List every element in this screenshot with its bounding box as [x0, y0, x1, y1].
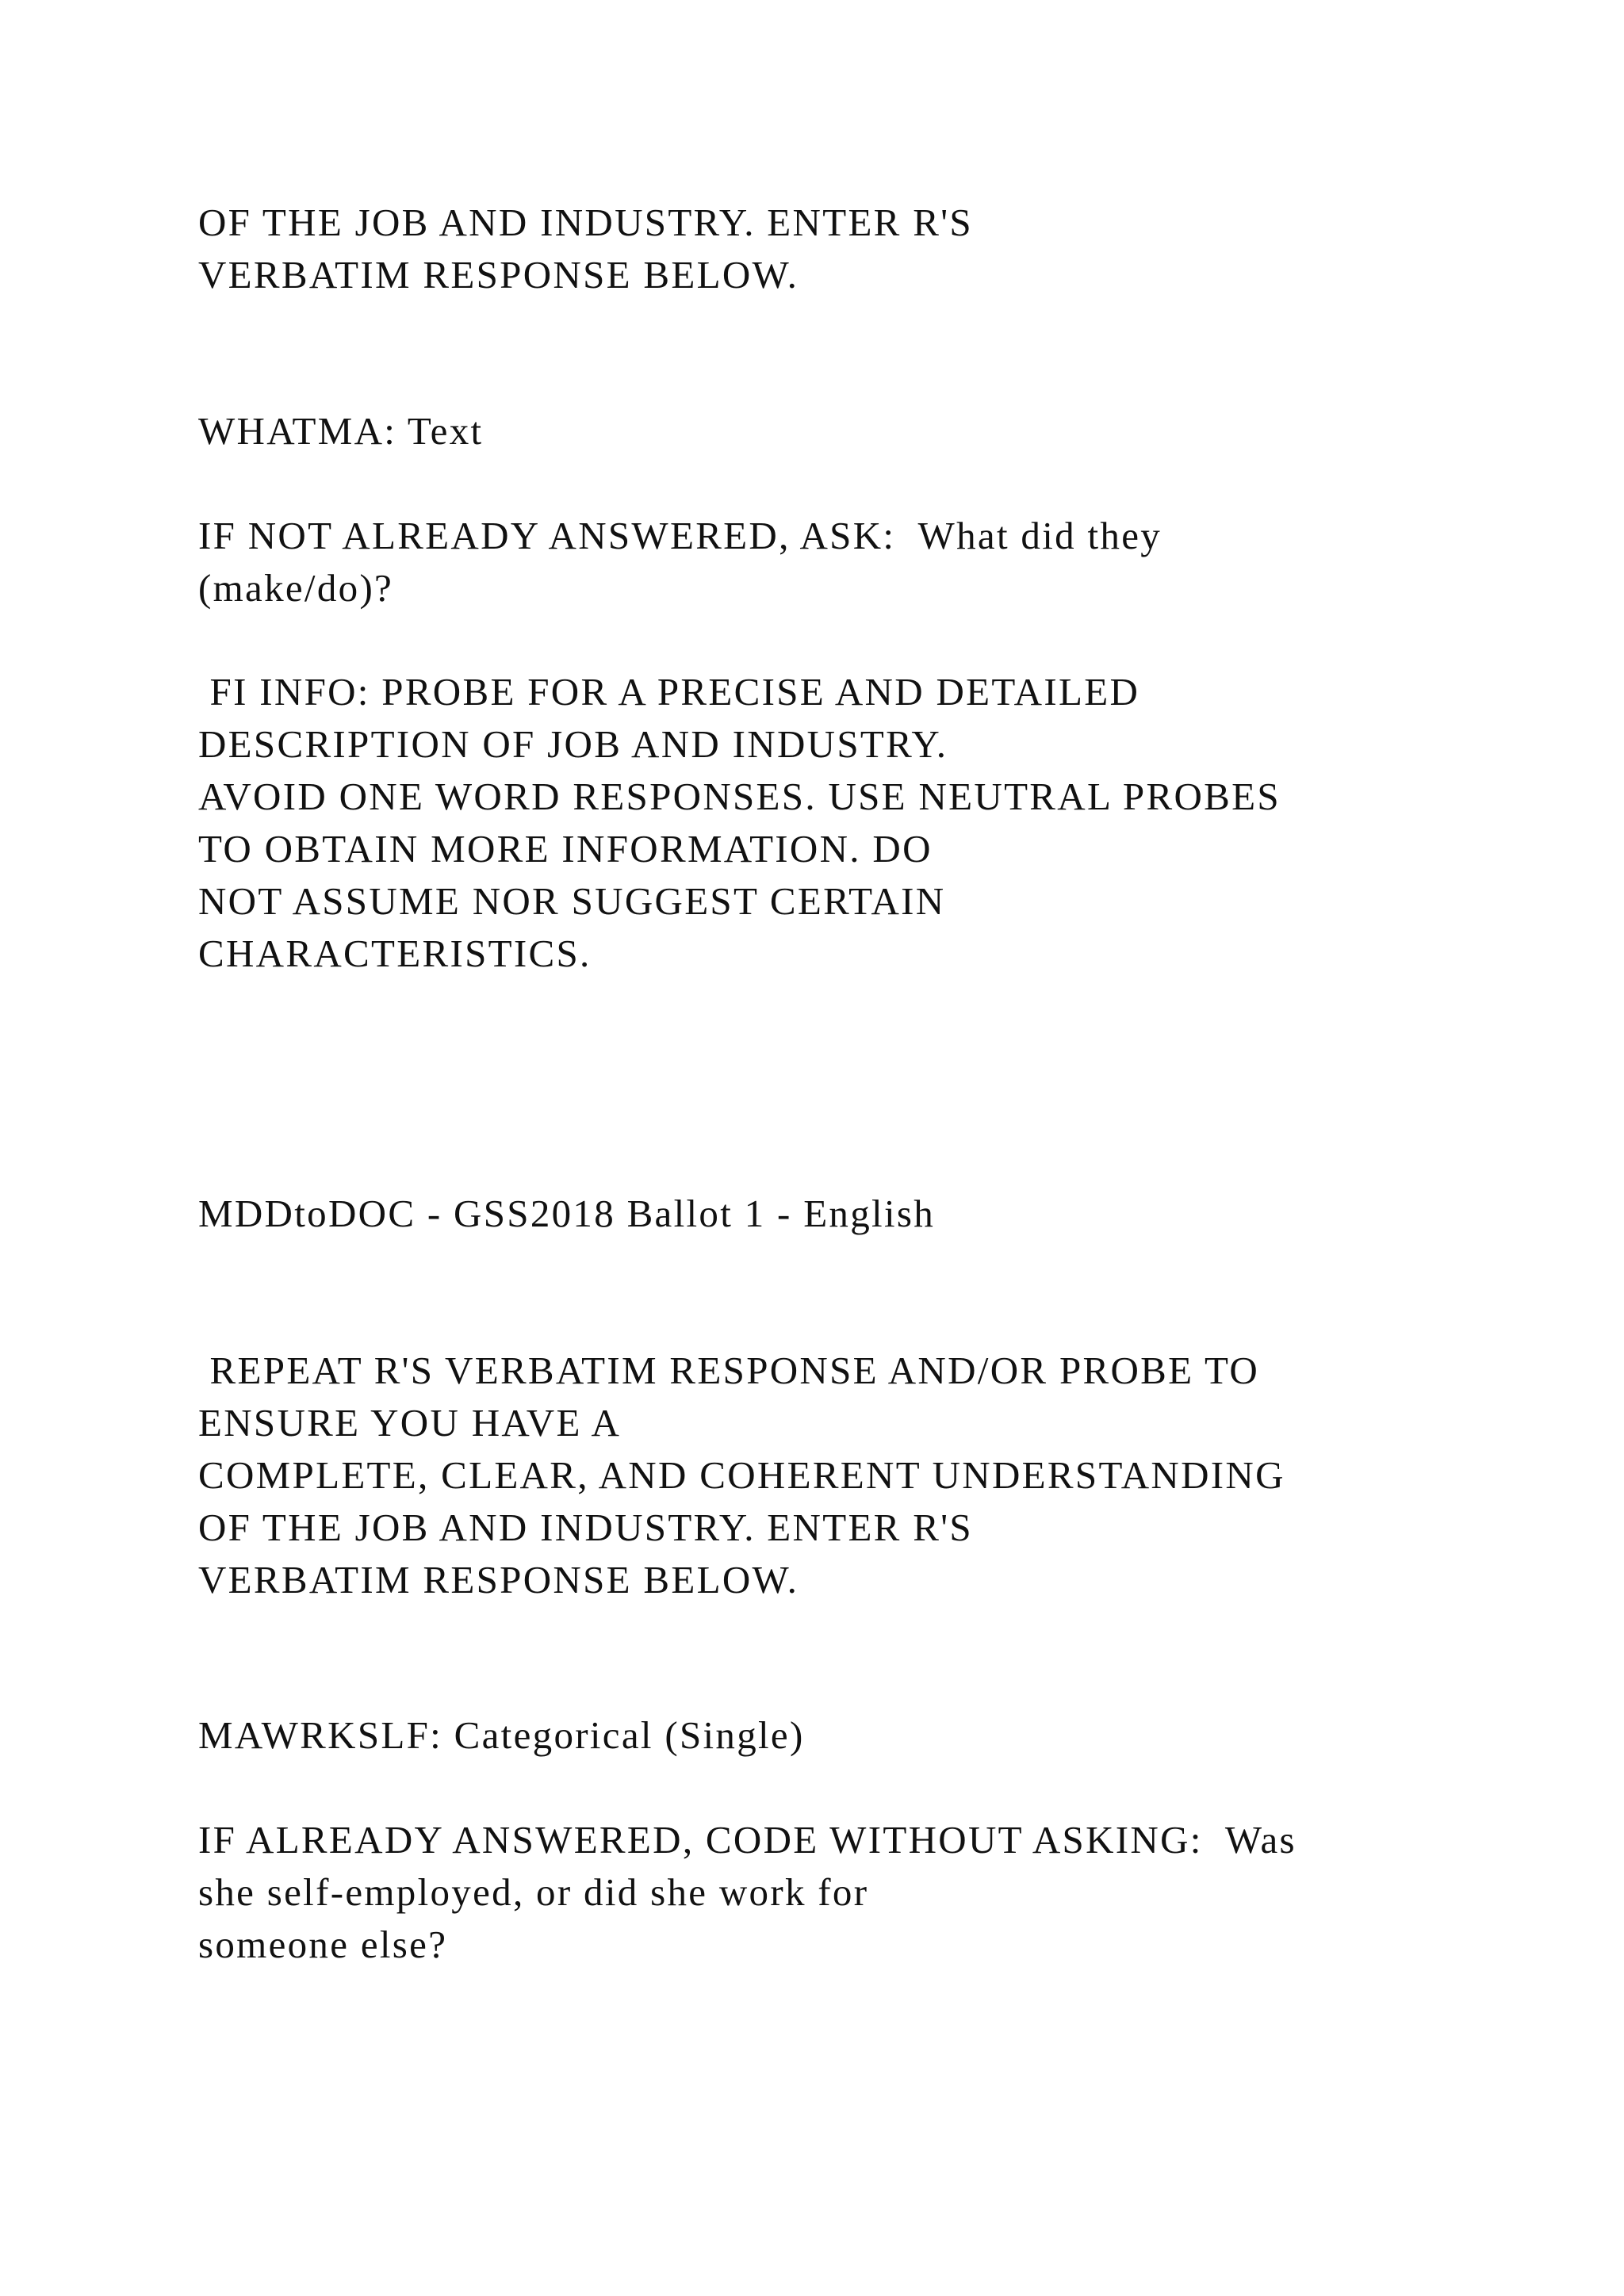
fi-info-text: TO OBTAIN MORE INFORMATION. DO [198, 827, 933, 871]
question-heading-mawrkslf: MAWRKSLF: Categorical (Single) [198, 1713, 805, 1757]
question-text: IF ALREADY ANSWERED, CODE WITHOUT ASKING: Was [198, 1818, 1297, 1862]
fi-info-text: FI INFO: PROBE FOR A PRECISE AND DETAILED [198, 670, 1140, 714]
instruction-line: REPEAT R'S VERBATIM RESPONSE AND/OR PROBE TO [198, 1349, 1260, 1392]
instruction-line: ENSURE YOU HAVE A [198, 1401, 622, 1445]
fi-info-text: AVOID ONE WORD RESPONSES. USE NEUTRAL PROBES [198, 775, 1281, 818]
instruction-line: VERBATIM RESPONSE BELOW. [198, 253, 799, 297]
question-heading-whatma: WHATMA: Text [198, 409, 484, 453]
instruction-line: OF THE JOB AND INDUSTRY. ENTER R'S [198, 1506, 973, 1549]
fi-info-text: DESCRIPTION OF JOB AND INDUSTRY. [198, 722, 948, 766]
question-text: she self-employed, or did she work for [198, 1870, 869, 1914]
instruction-line: VERBATIM RESPONSE BELOW. [198, 1558, 799, 1601]
question-text: IF NOT ALREADY ANSWERED, ASK: What did they [198, 514, 1162, 557]
fi-info-text: NOT ASSUME NOR SUGGEST CERTAIN [198, 879, 946, 923]
fi-info-text: CHARACTERISTICS. [198, 932, 592, 975]
instruction-line: OF THE JOB AND INDUSTRY. ENTER R'S [198, 201, 973, 244]
running-header: MDDtoDOC - GSS2018 Ballot 1 - English [198, 1192, 936, 1235]
question-text: someone else? [198, 1923, 448, 1966]
question-text: (make/do)? [198, 566, 394, 610]
instruction-line: COMPLETE, CLEAR, AND COHERENT UNDERSTANDING [198, 1453, 1285, 1497]
